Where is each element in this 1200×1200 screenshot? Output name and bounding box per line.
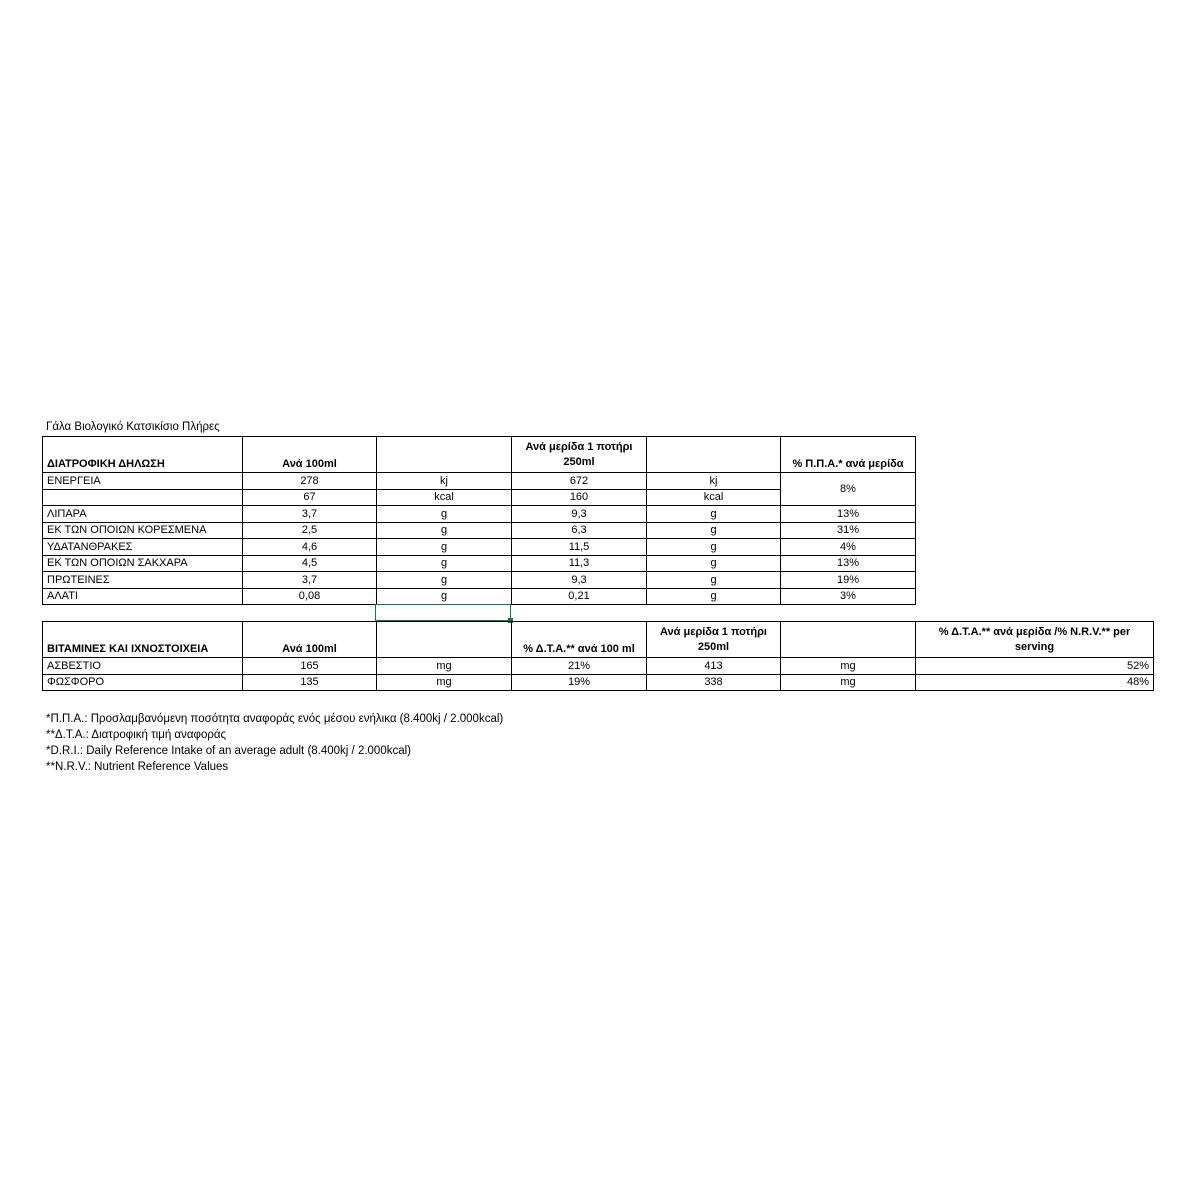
nutrition-header-pct[interactable]: % Π.Π.Α.* ανά μερίδα <box>781 437 916 473</box>
footnote: **Δ.Τ.Α.: Διατροφική τιμή αναφοράς <box>46 729 227 741</box>
nutrient-pct[interactable]: 31% <box>781 522 916 539</box>
footnote: **N.R.V.: Nutrient Reference Values <box>46 761 229 773</box>
vitamins-header-unit1[interactable] <box>377 622 512 658</box>
product-title: Γάλα Βιολογικό Κατσικίσιο Πλήρες <box>46 421 220 433</box>
nutrient-label[interactable]: ΛΙΠΑΡΑ <box>43 506 243 523</box>
mineral-label[interactable]: ΦΩΣΦΟΡΟ <box>43 674 243 691</box>
mineral-pct-serving[interactable]: 52% <box>916 658 1154 675</box>
mineral-unit2[interactable]: mg <box>781 674 916 691</box>
vitamins-header-label[interactable]: ΒΙΤΑΜΙΝΕΣ ΚΑΙ ΙΧΝΟΣΤΟΙΧΕΙΑ <box>43 622 243 658</box>
vitamins-header-pct100[interactable]: % Δ.Τ.Α.** ανά 100 ml <box>512 622 647 658</box>
energy-kcal-unit[interactable]: kcal <box>377 489 512 506</box>
nutrient-label[interactable]: ΕΚ ΤΩΝ ΟΠΟΙΩΝ ΚΟΡΕΣΜΕΝΑ <box>43 522 243 539</box>
nutrient-unit2[interactable]: g <box>647 555 781 572</box>
energy-kcal-serving[interactable]: 160 <box>512 489 647 506</box>
vitamins-row <box>43 674 1154 691</box>
footnote: *D.R.I.: Daily Reference Intake of an average adult (8.400kj / 2.000kcal) <box>46 745 412 757</box>
nutrient-per100[interactable]: 2,5 <box>243 522 377 539</box>
selected-cell[interactable] <box>375 604 511 621</box>
nutrient-unit2[interactable]: g <box>647 539 781 556</box>
vitamins-header-row <box>43 622 1154 658</box>
nutrition-header-per100[interactable]: Ανά 100ml <box>243 437 377 473</box>
nutrient-serving[interactable]: 11,3 <box>512 555 647 572</box>
mineral-serving[interactable]: 413 <box>647 658 781 675</box>
energy-kj-row <box>43 473 916 490</box>
nutrient-unit[interactable]: g <box>377 522 512 539</box>
nutrient-label[interactable]: ΑΛΑΤΙ <box>43 588 243 605</box>
nutrient-per100[interactable]: 3,7 <box>243 506 377 523</box>
nutrient-pct[interactable]: 4% <box>781 539 916 556</box>
mineral-pct-serving[interactable]: 48% <box>916 674 1154 691</box>
vitamins-row <box>43 658 1154 675</box>
nutrition-row <box>43 572 916 589</box>
nutrient-pct[interactable]: 13% <box>781 506 916 523</box>
energy-kcal-unit2[interactable]: kcal <box>647 489 781 506</box>
nutrient-label[interactable]: ΥΔΑΤΑΝΘΡΑΚΕΣ <box>43 539 243 556</box>
nutrient-unit2[interactable]: g <box>647 506 781 523</box>
nutrient-per100[interactable]: 4,5 <box>243 555 377 572</box>
nutrition-header-unit2[interactable] <box>647 437 781 473</box>
vitamins-header-per100[interactable]: Ανά 100ml <box>243 622 377 658</box>
nutrient-unit2[interactable]: g <box>647 572 781 589</box>
mineral-pct100[interactable]: 19% <box>512 674 647 691</box>
nutrient-label[interactable]: ΠΡΩΤΕΙΝΕΣ <box>43 572 243 589</box>
energy-kj-per100[interactable]: 278 <box>243 473 377 490</box>
nutrient-unit[interactable]: g <box>377 506 512 523</box>
mineral-unit[interactable]: mg <box>377 658 512 675</box>
nutrition-row <box>43 539 916 556</box>
nutrition-table <box>42 436 916 605</box>
mineral-unit2[interactable]: mg <box>781 658 916 675</box>
mineral-label[interactable]: ΑΣΒΕΣΤΙΟ <box>43 658 243 675</box>
footnotes <box>46 711 503 775</box>
nutrient-per100[interactable]: 0,08 <box>243 588 377 605</box>
vitamins-header-pct-serving[interactable]: % Δ.Τ.Α.** ανά μερίδα /% N.R.V.** per serving <box>916 622 1154 658</box>
nutrition-row <box>43 522 916 539</box>
nutrient-unit[interactable]: g <box>377 572 512 589</box>
nutrient-unit2[interactable]: g <box>647 522 781 539</box>
energy-kcal-per100[interactable]: 67 <box>243 489 377 506</box>
nutrient-serving[interactable]: 9,3 <box>512 506 647 523</box>
nutrient-unit[interactable]: g <box>377 539 512 556</box>
nutrient-unit[interactable]: g <box>377 588 512 605</box>
nutrient-serving[interactable]: 9,3 <box>512 572 647 589</box>
energy-kj-serving[interactable]: 672 <box>512 473 647 490</box>
mineral-pct100[interactable]: 21% <box>512 658 647 675</box>
nutrient-serving[interactable]: 0,21 <box>512 588 647 605</box>
nutrient-per100[interactable]: 3,7 <box>243 572 377 589</box>
nutrition-row <box>43 555 916 572</box>
nutrient-per100[interactable]: 4,6 <box>243 539 377 556</box>
nutrient-unit[interactable]: g <box>377 555 512 572</box>
mineral-per100[interactable]: 135 <box>243 674 377 691</box>
energy-kj-unit[interactable]: kj <box>377 473 512 490</box>
mineral-per100[interactable]: 165 <box>243 658 377 675</box>
nutrient-serving[interactable]: 6,3 <box>512 522 647 539</box>
nutrition-header-unit1[interactable] <box>377 437 512 473</box>
nutrient-pct[interactable]: 3% <box>781 588 916 605</box>
energy-kcal-label[interactable] <box>43 489 243 506</box>
nutrition-header-row <box>43 437 916 473</box>
nutrient-pct[interactable]: 19% <box>781 572 916 589</box>
nutrition-row <box>43 588 916 605</box>
nutrient-unit2[interactable]: g <box>647 588 781 605</box>
nutrient-label[interactable]: ΕΚ ΤΩΝ ΟΠΟΙΩΝ ΣΑΚΧΑΡΑ <box>43 555 243 572</box>
nutrition-header-serving[interactable]: Ανά μερίδα 1 ποτήρι 250ml <box>512 437 647 473</box>
vitamins-header-unit2[interactable] <box>781 622 916 658</box>
vitamins-header-serving[interactable]: Ανά μερίδα 1 ποτήρι 250ml <box>647 622 781 658</box>
nutrition-row <box>43 506 916 523</box>
nutrient-pct[interactable]: 13% <box>781 555 916 572</box>
mineral-serving[interactable]: 338 <box>647 674 781 691</box>
energy-kj-unit2[interactable]: kj <box>647 473 781 490</box>
footnote: *Π.Π.Α.: Προσλαμβανόμενη ποσότητα αναφοράς ενός μέσου ενήλικα (8.400kj / 2.000kcal) <box>46 713 504 725</box>
energy-pct[interactable]: 8% <box>781 473 916 506</box>
nutrition-header-label[interactable]: ΔΙΑΤΡΟΦΙΚΗ ΔΗΛΩΣΗ <box>43 437 243 473</box>
mineral-unit[interactable]: mg <box>377 674 512 691</box>
nutrient-serving[interactable]: 11,5 <box>512 539 647 556</box>
vitamins-table <box>42 621 1154 691</box>
energy-label[interactable]: ΕΝΕΡΓΕΙΑ <box>43 473 243 490</box>
